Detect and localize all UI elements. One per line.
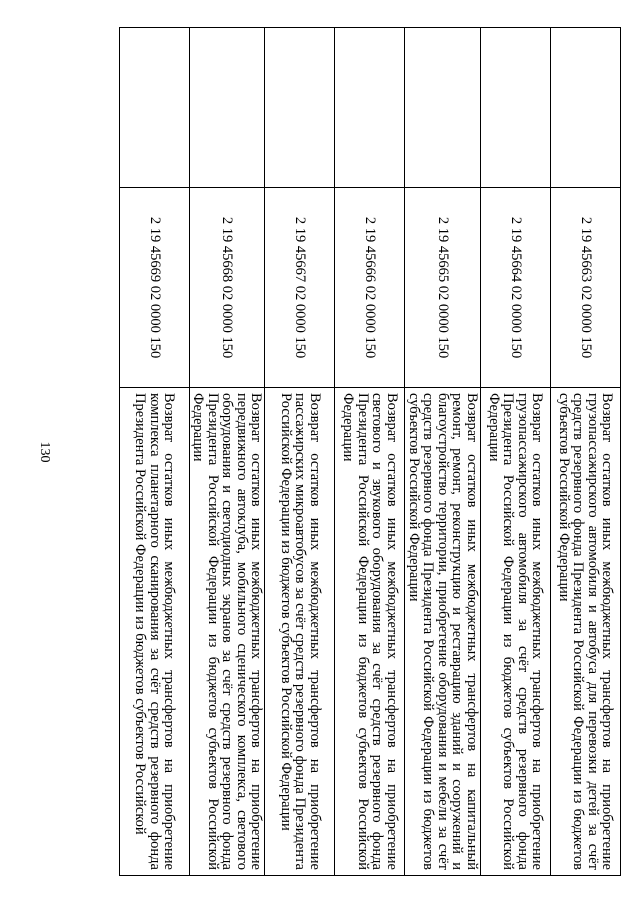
- budget-code-cell: 2 19 45669 02 0000 150: [120, 188, 190, 388]
- description-cell: Возврат остатков иных межбюджетных трансфертов на приобретение светового и звукового оборудования за счёт средств резервного фонда Президента Российской Федерации из бюджетов субъектов Российской Федерации: [335, 388, 405, 876]
- page-number: 130: [37, 441, 52, 463]
- budget-code-cell: 2 19 45668 02 0000 150: [190, 188, 266, 388]
- budget-code-cell: 2 19 45667 02 0000 150: [265, 188, 335, 388]
- budget-code-cell: 2 19 45665 02 0000 150: [405, 188, 481, 388]
- admin-code-cell: [335, 28, 405, 188]
- admin-code-cell: [190, 28, 266, 188]
- table-row: [190, 28, 266, 876]
- table-row: [481, 28, 551, 876]
- table-row: [551, 28, 621, 876]
- admin-code-cell: [405, 28, 481, 188]
- budget-code-cell: 2 19 45664 02 0000 150: [481, 188, 551, 388]
- table-row: [405, 28, 481, 876]
- description-cell: Возврат остатков иных межбюджетных трансфертов на приобретение грузопассажирского автомобиля за счёт средств резервного фонда Президента Российской Федерации из бюджетов субъектов Российской Федерации: [481, 388, 551, 876]
- budget-code-cell: 2 19 45666 02 0000 150: [335, 188, 405, 388]
- admin-code-cell: [265, 28, 335, 188]
- budget-code-table: [119, 27, 621, 876]
- admin-code-cell: [120, 28, 190, 188]
- table-row: [120, 28, 190, 876]
- rotated-page: [101, 27, 621, 875]
- table-row: [265, 28, 335, 876]
- description-cell: Возврат остатков иных межбюджетных трансфертов на капитальный ремонт, ремонт, реконструкцию и реставрацию зданий и сооружений и благоустройство территории, приобретение оборудования и мебели за счёт средств резервного фонда Президента Российской Федерации из бюджетов субъектов Российской Федерации: [405, 388, 481, 876]
- admin-code-cell: [481, 28, 551, 188]
- table-row: [335, 28, 405, 876]
- budget-code-cell: 2 19 45663 02 0000 150: [551, 188, 621, 388]
- description-cell: Возврат остатков иных межбюджетных трансфертов на приобретение пассажирских микроавтобусов за счёт средств резервного фонда Президента Российской Федерации из бюджетов субъектов Российской Федерации: [265, 388, 335, 876]
- description-cell: Возврат остатков иных межбюджетных трансфертов на приобретение грузопассажирского автомобиля и автобуса для перевозки детей за счёт средств резервного фонда Президента Российской Федерации из бюджетов субъектов Российской Федерации: [551, 388, 621, 876]
- description-cell: Возврат остатков иных межбюджетных трансфертов на приобретение комплекса планетарного сканирования за счёт средств резервного фонда Президента Российской Федерации из бюджетов субъектов Российской: [120, 388, 190, 876]
- description-cell: Возврат остатков иных межбюджетных трансфертов на приобретение передвижного автоклуба, мобильного сценического комплекса, светового оборудования и светодиодных экранов за счёт средств резервного фонда Президента Российской Федерации из бюджетов субъектов Российской Федерации: [190, 388, 266, 876]
- admin-code-cell: [551, 28, 621, 188]
